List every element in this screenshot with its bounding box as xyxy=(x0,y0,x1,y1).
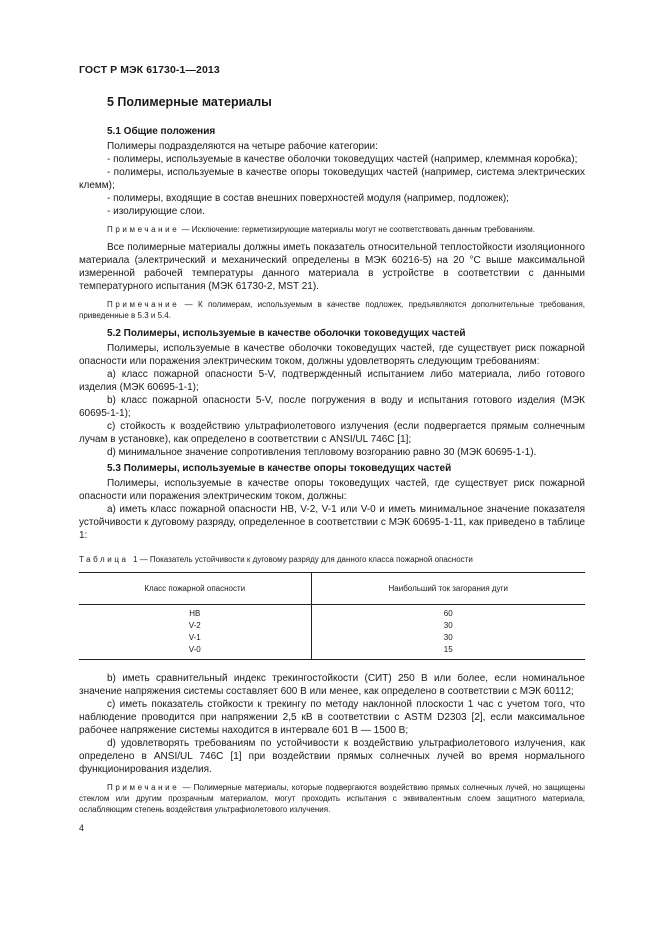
table-cell: V-0 xyxy=(79,644,311,660)
note-label: Примечание xyxy=(107,783,180,792)
document-body xyxy=(79,125,585,821)
table-cell: 60 xyxy=(311,605,585,621)
table-header-row xyxy=(79,573,585,605)
list-item: c) иметь показатель стойкости к трекингу по методу наклонной плоскости 1 час с учетом того, что наблюдение проводится при напряжении 2,5 кВ в соответствии с ASTM D2303 [2], если максимальное рабочее напряжение системы находится в интервале 601 В — 1500 В; xyxy=(79,699,585,736)
paragraph: Полимеры, используемые в качестве оболочки токоведущих частей, где существует риск пожарной опасности или поражения электрическим током, должны удовлетворять следующим требованиям: xyxy=(79,343,585,367)
note-label: Примечание xyxy=(107,300,180,309)
table-caption-text: 1 — Показатель устойчивости к дуговому разряду для данного класса пожарной опасности xyxy=(133,555,473,564)
standard-header: ГОСТ Р МЭК 61730-1—2013 xyxy=(79,64,220,76)
note xyxy=(79,299,585,321)
table-cell: НВ xyxy=(189,609,201,618)
arc-resistance-table xyxy=(79,572,585,660)
note xyxy=(79,224,585,235)
paragraph: Полимеры, используемые в качестве опоры токоведущих частей, где существует риск пожарной опасности или поражения электрическим током, должны: xyxy=(79,478,585,502)
paragraph: Полимеры подразделяются на четыре рабочие категории: xyxy=(107,141,378,152)
table-cell: 30 xyxy=(311,632,585,644)
list-item: a) иметь класс пожарной опасности НВ, V-2, V-1 или V-0 и иметь минимальное значение показателя устойчивости к дуговому разряду, определенное в соответствии с МЭК 60695-1-11, как приведено в таблице 1: xyxy=(79,504,585,541)
subsection-5-2-title: 5.2 Полимеры, используемые в качестве оболочки токоведущих частей xyxy=(107,328,466,339)
table-label: Таблица xyxy=(79,555,129,564)
column-header: Класс пожарной опасности xyxy=(79,573,311,605)
list-item: a) класс пожарной опасности 5-V, подтвержденный испытанием либо материала, либо готового изделия (МЭК 60695-1-1); xyxy=(79,369,585,393)
table-cell: V-2 xyxy=(188,621,201,630)
table-row xyxy=(79,620,585,632)
list-item: - полимеры, используемые в качестве оболочки токоведущих частей (например, клеммная коробка); xyxy=(107,154,578,165)
list-item: b) класс пожарной опасности 5-V, после погружения в воду и испытания готового изделия (МЭК 60695-1-1); xyxy=(79,395,585,419)
note-label: Примечание xyxy=(107,225,180,234)
list-item: b) иметь сравнительный индекс трекингостойкости (СИТ) 250 В или более, если номинальное значение напряжения системы составляет 600 В или менее, как определено в соответствии с МЭК 60112; xyxy=(79,673,585,697)
table-caption xyxy=(79,553,585,566)
list-item: d) удовлетворять требованиям по устойчивости к воздействию ультрафиолетового излучения, как определено в ANSI/UL 746C [1] при воздействии прямых солнечных лучей во время нормального функционирования изделия. xyxy=(79,738,585,775)
list-item: c) стойкость к воздействию ультрафиолетового излучения (если подвергается прямым солнечным лучам в установке), как определено в соответствии с ANSI/UL 746C [1]; xyxy=(79,421,585,445)
note xyxy=(79,782,585,815)
subsection-5-1-title: 5.1 Общие положения xyxy=(107,126,216,137)
table-cell: 15 xyxy=(311,644,585,660)
page-number: 4 xyxy=(79,823,85,833)
table-row xyxy=(79,644,585,660)
table-row xyxy=(79,605,585,621)
list-item: d) минимальное значение сопротивления тепловому возгоранию равно 30 (МЭК 60695-1-1). xyxy=(107,447,537,458)
column-header: Наибольший ток загорания дуги xyxy=(311,573,585,605)
note-text: — Исключение: герметизирующие материалы могут не соответствовать данным требованиям. xyxy=(181,225,535,234)
list-item: - полимеры, входящие в состав внешних поверхностей модуля (например, подложек); xyxy=(107,193,509,204)
list-item: - полимеры, используемые в качестве опоры токоведущих частей (например, система электрических клемм); xyxy=(79,167,585,191)
table-cell: 30 xyxy=(311,620,585,632)
table-row xyxy=(79,632,585,644)
subsection-5-3-title: 5.3 Полимеры, используемые в качестве опоры токоведущих частей xyxy=(107,463,452,474)
list-item: - изолирующие слои. xyxy=(107,206,205,217)
note-text: — К полимерам, используемым в качестве подложек, предъявляются дополнительные требования, приведенные в 5.3 и 5.4. xyxy=(79,300,585,320)
table-cell: V-1 xyxy=(188,633,201,642)
section-heading: 5 Полимерные материалы xyxy=(107,95,272,109)
paragraph: Все полимерные материалы должны иметь показатель относительной теплостойкости изоляционного материала (электрический и механический определены в МЭК 60216-5) на 20 °С выше максимальной измеренной рабочей температуры данного материала в устройстве в соответствии с данными температурного испытания (МЭК 61730-2, MST 21). xyxy=(79,242,585,292)
note-text: — Полимерные материалы, которые подвергаются воздействию прямых солнечных лучей, но защищены стеклом или другим прозрачным материалом, могут проходить испытания с эквивалентным слоем защитного материала, ослабляющим степень воздействия ультрафиолетового излучения. xyxy=(79,783,585,814)
